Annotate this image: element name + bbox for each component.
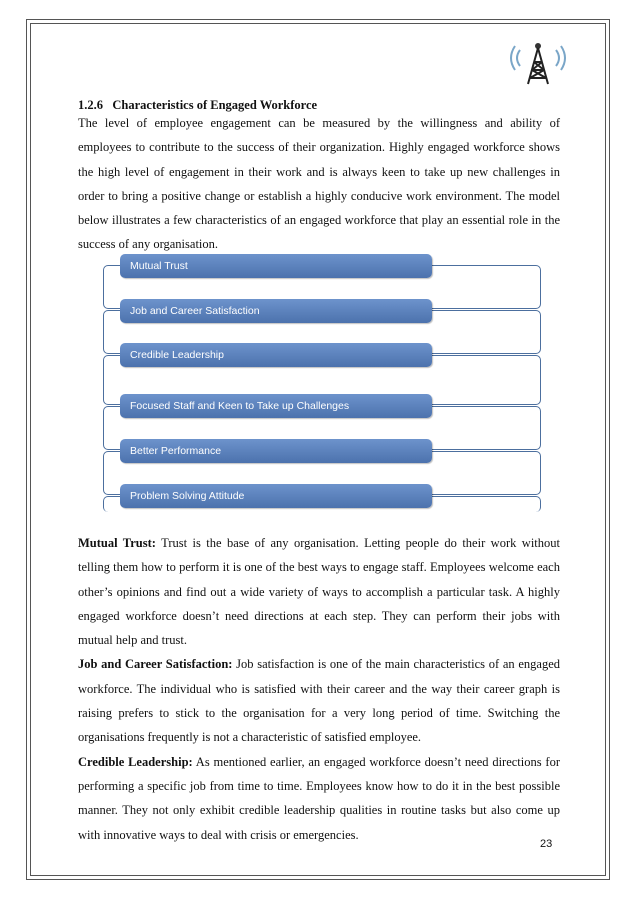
term-label: Job and Career Satisfaction: <box>78 657 233 672</box>
diagram-item: Problem Solving Attitude <box>120 484 432 508</box>
section-heading: 1.2.6 Characteristics of Engaged Workforce <box>78 98 318 112</box>
diagram-item: Better Performance <box>120 439 432 463</box>
term-label: Mutual Trust: <box>78 536 156 550</box>
antenna-tower-icon <box>508 36 568 86</box>
diagram-item: Mutual Trust <box>120 254 432 278</box>
page-number: 23 <box>540 838 553 850</box>
diagram-item: Job and Career Satisfaction <box>120 299 432 323</box>
term-label: Credible Leadership: <box>78 754 193 769</box>
diagram-item: Credible Leadership <box>120 343 432 367</box>
diagram-item: Focused Staff and Keen to Take up Challenges <box>120 394 432 418</box>
intro-paragraph: The level of employee engagement can be measured by the willingness and ability of employees to contribute to the success of their organization. Highly engaged workforce shows the high level of engagement in their work and is always keen to take up new challenges in order to bring a positive change or establish a highly conducive work environment. The model below illustrates a few characteristics of an engaged workforce that play an essential role in the success of any organisation. <box>78 116 560 252</box>
body-text: Mutual Trust: Trust is the base of any organisation. Letting people do their work without telling them how to perform it is one of the best ways to engage staff. Employees welcome each other’s opinions and find out a wide variety of ways to accomplish a particular task. A highly engaged workforce doesn’t need directions at each step. They can perform their jobs with mutual help and trust. Job and Career Satisfaction: Job satisfaction is one of the main characteristics of an engaged workforce. The individual who is satisfied with their career and the way their career graph is raising prefers to stick to the organisation for a very long period of time. Switching the organisations frequently is not a characteristic of satisfied employee. Credible Leadership: As mentioned earlier, an engaged workforce doesn’t need directions for performing a specific job from time to time. Employees know how to do it in the best possible manner. They not only exhibit credible leadership qualities in routine tasks but also come up with innovative ways to deal with crisis or emergencies. <box>78 536 560 842</box>
